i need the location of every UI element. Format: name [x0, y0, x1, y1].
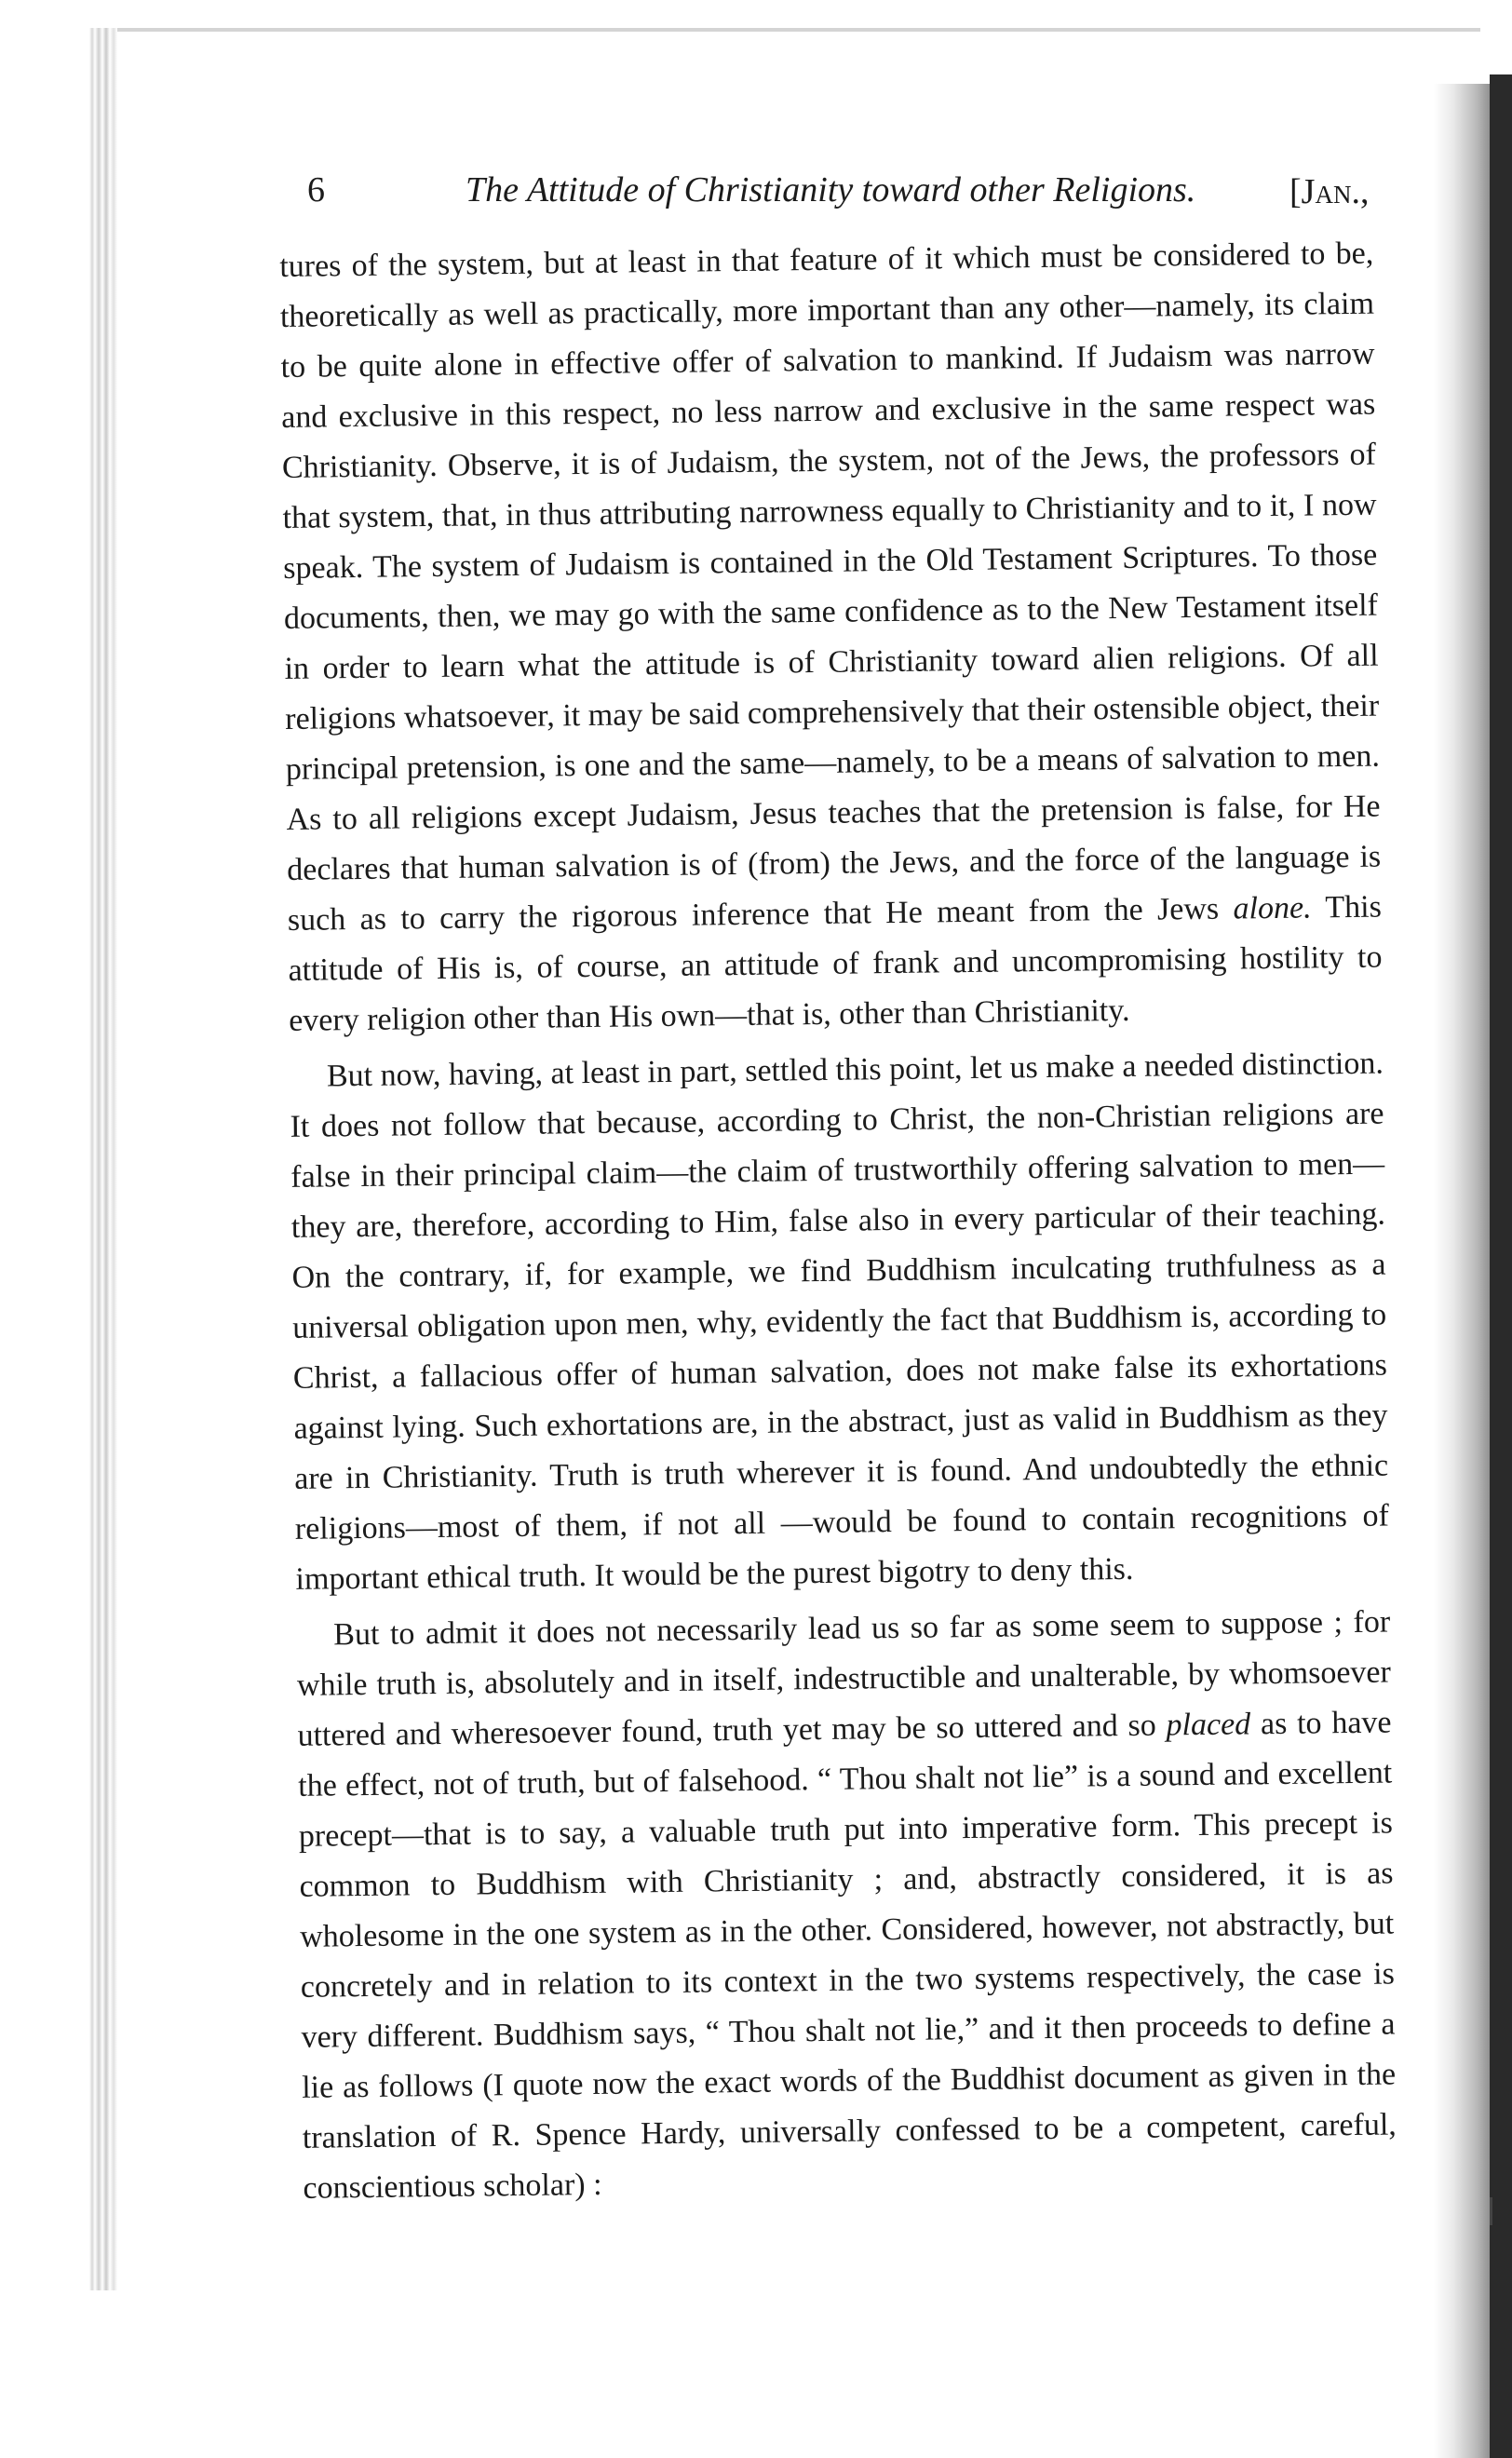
paragraph-3-text-after: as to have the effect, not of truth, but of falsehood. “ Thou shalt not lie” is a sound and excellent precept—that is to say, a valuable truth put into imperative form. This precept is common to Buddhism with Christianity ; and, abstractly considered, it is as wholesome in the one system as in the other. Considered, however, not abstractly, but concretely and in relation to its context in the two systems respectively, the case is very different. Buddhism says, “ Thou shalt not lie,” and it then proceeds to define a lie as follows (I quote now the exact words of the Buddhist document as given in the translation of R. Spence Hardy, universally confessed to be a competent, careful, conscientious scholar) : [298, 1705, 1397, 2206]
paragraph-3-text: But to admit it does not necessarily lead us so far as some seem to suppose ; for while truth is, absolutely and in itself, indestructible and unalterable, by whomsoever uttered and wheresoever found, truth yet may be so uttered and so [296, 1604, 1392, 1753]
book-gutter-dark [1490, 74, 1512, 2458]
page-header [307, 169, 1378, 216]
page-number: 6 [307, 170, 325, 209]
scan-speck [1490, 2197, 1492, 2225]
paragraph-3 [296, 1598, 1397, 2214]
running-month: [Jan., [1289, 172, 1370, 211]
paragraph-2 [290, 1039, 1390, 1605]
book-left-edge [89, 28, 117, 2290]
paragraph-3-emphasis: placed [1166, 1707, 1251, 1743]
body-text [279, 229, 1397, 2220]
running-title: The Attitude of Christianity toward other Religions. [466, 170, 1196, 209]
paragraph-1-text: tures of the system, but at least in that feature of it which must be considered to be, theoretically as well as practically, more important than any other—namely, its claim to be quite alone in effective offer of salvation to mankind. If Judaism was narrow and exclusive in this respect, no less narrow and exclusive in the same respect was Christianity. Observe, it is of Judaism, the system, not of the Jews, the professors of that system, that, in thus attributing narrowness equally to Christianity and to it, I now speak. The system of Judaism is contained in the Old Testament Scriptures. To those documents, then, we may go with the same confidence as to the New Testament itself in order to learn what the attitude is of Christianity toward alien religions. Of all religions whatsoever, it may be said comprehensively that their ostensible object, their principal pretension, is one and the same—namely, to be a means of salvation to men. As to all religions except Judaism, Jesus teaches that the pretension is false, for He declares that human salvation is of (from) the Jews, and the force of the language is such as to carry the rigorous inference that He meant from the Jews [279, 236, 1382, 938]
paragraph-1 [279, 229, 1383, 1047]
paragraph-1-text-after: This attitude of His is, of course, an attitude of frank and uncompromising hostility to every religion other than His own—that is, other than Christianity. [288, 889, 1383, 1038]
paragraph-2-text: But now, having, at least in part, settled this point, let us make a needed distinction. It does not follow that because, according to Christ, the non-Christian religions are false in their principal claim—the claim of trustworthily offering salvation to men—they are, therefore, according to Him, false also in every particular of their teaching. On the contrary, if, for example, we find Buddhism inculcating truthfulness as a universal obligation upon men, why, evidently the fact that Buddhism is, according to Christ, a fallacious offer of human salvation, does not make false its exhortations against lying. Such exhortations are, in the abstract, just as valid in Buddhism as they are in Christianity. Truth is truth wherever it is found. And undoubtedly the ethnic religions—most of them, if not all —would be found to contain recognitions of important ethical truth. It would be the purest bigotry to deny this. [290, 1046, 1390, 1597]
paragraph-1-emphasis: alone. [1233, 890, 1312, 926]
